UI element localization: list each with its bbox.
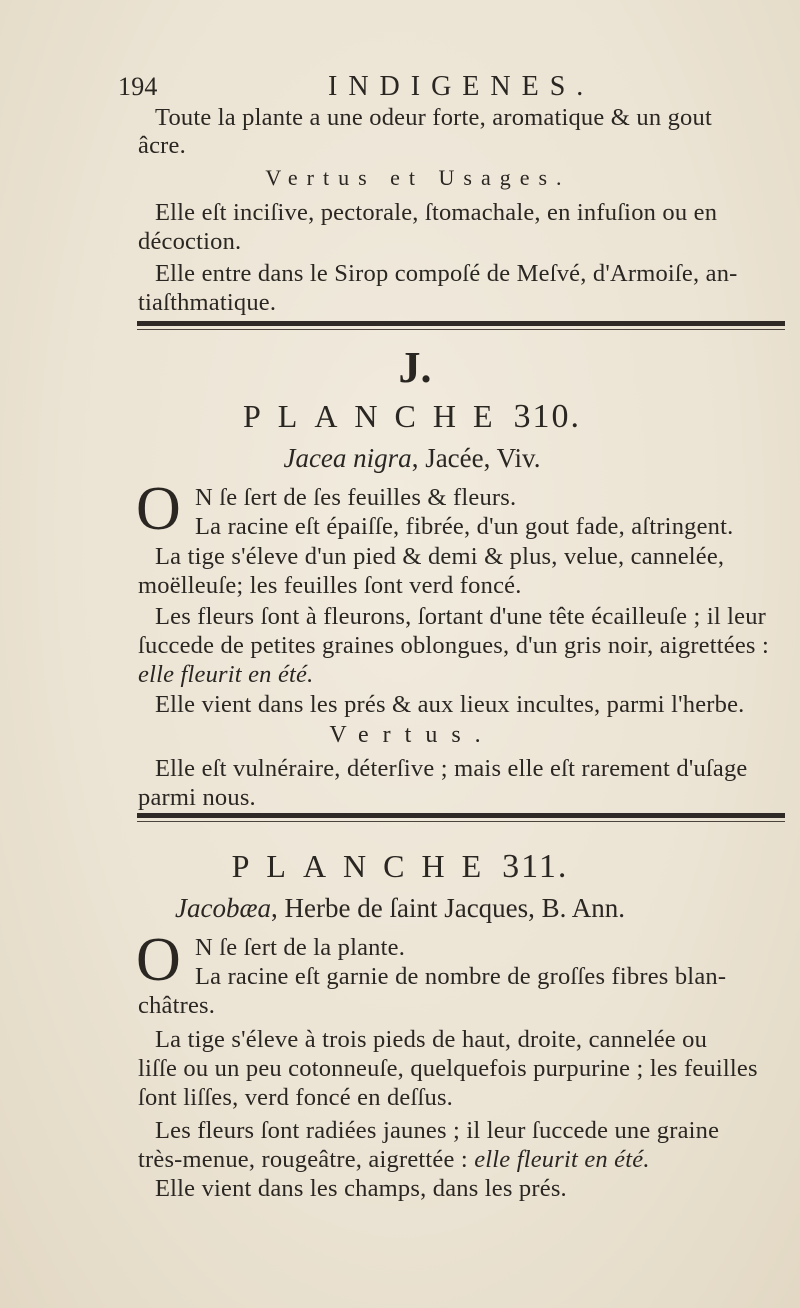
text-line: Les fleurs ſont radiées jaunes ; il leur ſuccede une graine bbox=[155, 1117, 720, 1144]
text-line: moëlleuſe; les feuilles ſont verd foncé. bbox=[138, 572, 522, 599]
rule-line bbox=[137, 821, 785, 822]
page-number: 194 bbox=[118, 72, 158, 101]
text-line: liſſe ou un peu cotonneuſe, quelquefois purpurine ; les feuilles bbox=[138, 1055, 758, 1082]
text-line: Elle vient dans les prés & aux lieux incultes, parmi l'herbe. bbox=[155, 691, 745, 718]
rule-line bbox=[137, 329, 785, 330]
text-line: N ſe ſert de ſes feuilles & fleurs. bbox=[195, 484, 517, 511]
section-letter: J. bbox=[398, 343, 432, 392]
text-line: Toute la plante a une odeur forte, aromatique & un gout bbox=[155, 104, 712, 131]
ornamental-rule bbox=[137, 321, 785, 326]
section-heading: Vertus. bbox=[329, 722, 495, 748]
planche-label: PLANCHE bbox=[242, 398, 510, 434]
running-title: INDIGENES. bbox=[328, 71, 595, 102]
text-line bbox=[138, 1145, 800, 1175]
text-line: ſuccede de petites graines oblongues, d'un gris noir, aigrettées : bbox=[138, 632, 769, 659]
latin-name: Jacea nigra bbox=[283, 443, 412, 473]
common-name: , Herbe de ſaint Jacques, B. Ann. bbox=[271, 893, 625, 923]
running-head bbox=[118, 72, 800, 102]
text-line: Les fleurs ſont à fleurons, ſortant d'une tête écailleuſe ; il leur bbox=[155, 603, 767, 630]
text-line: châtres. bbox=[138, 992, 216, 1019]
plant-name bbox=[12, 443, 800, 474]
text-line: Elle eſt inciſive, pectorale, ſtomachale, en infuſion ou en bbox=[155, 199, 718, 226]
flowering-note: elle fleurit en été. bbox=[138, 661, 314, 688]
text-line: parmi nous. bbox=[138, 784, 256, 811]
planche-heading bbox=[12, 398, 800, 436]
planche-label: PLANCHE bbox=[231, 848, 499, 884]
text-line: N ſe ſert de la plante. bbox=[195, 934, 406, 961]
text-line bbox=[138, 660, 800, 690]
text-line: âcre. bbox=[138, 132, 186, 159]
text-line: tiaſthmatique. bbox=[138, 289, 277, 316]
text-line: La racine eſt épaiſſe, fibrée, d'un gout fade, aſtringent. bbox=[195, 513, 734, 540]
ornamental-rule bbox=[137, 813, 785, 818]
text-line: Elle entre dans le Sirop compoſé de Meſvé, d'Armoiſe, an- bbox=[155, 260, 738, 287]
text-line: La tige s'éleve à trois pieds de haut, droite, cannelée ou bbox=[155, 1026, 708, 1053]
text-line: décoction. bbox=[138, 228, 242, 255]
drop-cap: O bbox=[136, 475, 181, 543]
drop-cap: O bbox=[136, 926, 181, 994]
planche-number: 311. bbox=[502, 848, 569, 885]
text-line: La tige s'éleve d'un pied & demi & plus, velue, cannelée, bbox=[155, 543, 725, 570]
planche-heading bbox=[0, 848, 800, 886]
text-roman: très-menue, rougeâtre, aigrettée : bbox=[138, 1146, 475, 1173]
planche-number: 310. bbox=[513, 398, 582, 435]
latin-name: Jacobæa bbox=[175, 893, 272, 923]
text-line: ſont liſſes, verd foncé en deſſus. bbox=[138, 1084, 454, 1111]
text-line: Elle eſt vulnéraire, déterſive ; mais elle eſt rarement d'uſage bbox=[155, 755, 748, 782]
common-name: , Jacée, Viv. bbox=[411, 443, 541, 473]
flowering-note: elle fleurit en été. bbox=[474, 1146, 650, 1173]
text-line: Elle vient dans les champs, dans les prés. bbox=[155, 1175, 567, 1202]
section-heading: Vertus et Usages. bbox=[265, 165, 571, 190]
plant-name bbox=[0, 893, 800, 924]
text-line: La racine eſt garnie de nombre de groſſes fibres blan- bbox=[195, 963, 727, 990]
